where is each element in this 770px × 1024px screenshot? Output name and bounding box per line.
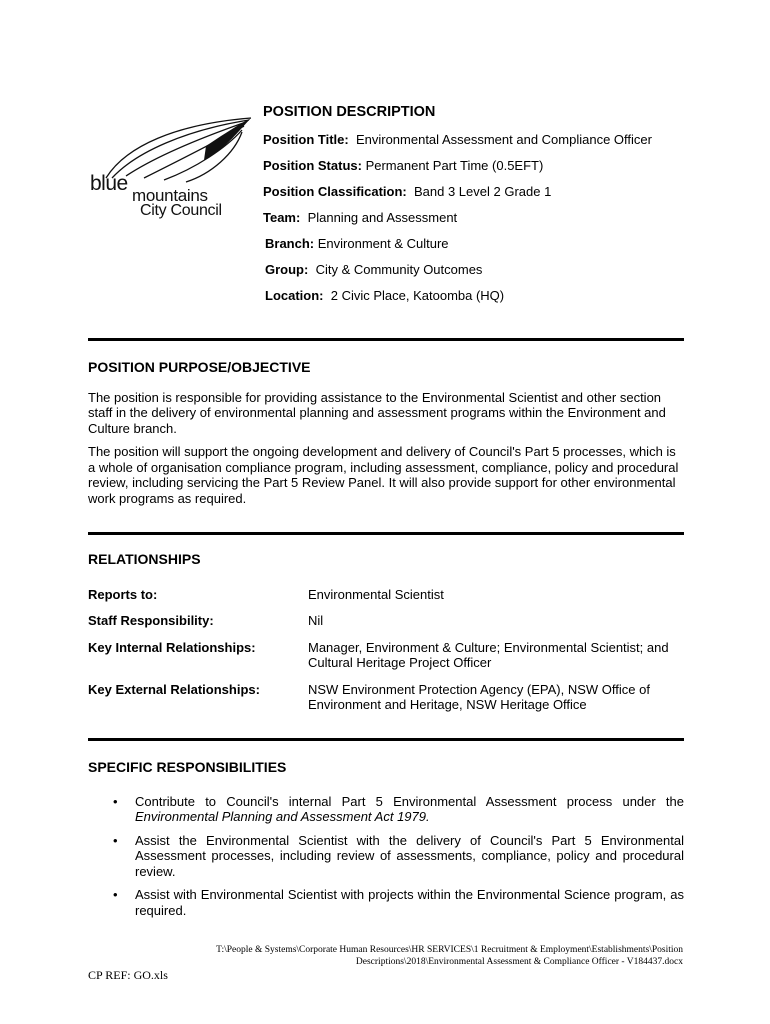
item-text: Assist the Environmental Scientist with the delivery of Council's Part 5 Environmental Assessment processes, including review of assessments, compliance, policy and procedural review. [135,832,684,879]
purpose-section [88,360,684,514]
field-label: Branch: [265,236,315,251]
relationships-heading: RELATIONSHIPS [88,551,201,567]
relationship-row [88,682,684,713]
relationship-row [88,613,684,629]
list-item [88,833,684,880]
item-text: Contribute to Council's internal Part 5 Environmental Assessment process under the [135,793,684,809]
bullet-icon: • [113,832,118,848]
list-item [88,887,684,918]
relationships-section [88,552,684,724]
field-label: Team: [263,210,301,225]
field-value: Environment & Culture [317,236,449,251]
file-path-line: Descriptions\2018\Environmental Assessment & Compliance Officer - V184437.docx [355,957,683,967]
field-value: Environmental Assessment and Compliance Officer [355,132,652,147]
relationship-value: NSW Environment Protection Agency (EPA), NSW Office of Environment and Heritage, NSW Heritage Office [308,681,650,712]
cp-reference: CP REF: GO.xls [88,968,168,982]
logo-line-blue: blue [90,172,128,195]
purpose-heading: POSITION PURPOSE/OBJECTIVE [88,359,311,375]
field-group [263,262,683,277]
relationship-label: Staff Responsibility: [88,613,214,628]
section-divider [88,738,684,741]
relationship-value: Environmental Scientist [308,586,444,602]
relationship-label: Key External Relationships: [88,681,260,697]
field-label: Group: [265,262,309,277]
section-divider [88,338,684,341]
relationship-row [88,640,684,671]
relationship-value: Manager, Environment & Culture; Environmental Scientist; and Cultural Heritage Project Officer [308,639,669,670]
bullet-icon: • [113,887,118,902]
relationship-row [88,587,684,603]
position-header [263,104,683,314]
responsibilities-heading: SPECIFIC RESPONSIBILITIES [88,759,287,775]
logo-line-city: City Council [140,202,222,219]
relationship-label: Key Internal Relationships: [88,639,256,655]
purpose-paragraph: The position is responsible for providing assistance to the Environmental Scientist and other section staff in the delivery of environmental planning and assessment programs within the Environment and Culture branch. [88,389,666,436]
field-value: 2 Civic Place, Katoomba (HQ) [330,288,505,303]
relationship-label: Reports to: [88,586,158,602]
document-title: POSITION DESCRIPTION [263,104,436,120]
file-path-line: T:\People & Systems\Corporate Human Resources\HR SERVICES\1 Recruitment & Employment\Establishments\Position [216,945,683,955]
field-label: Position Title: [263,132,349,147]
list-item [88,794,684,825]
relationship-value: Nil [308,613,324,628]
field-branch [263,236,683,251]
logo-line-mountains: mountains [132,186,208,205]
bullet-icon: • [113,793,118,809]
field-value: City & Community Outcomes [315,262,483,277]
responsibilities-list [88,794,684,919]
council-logo [86,116,256,226]
field-team [263,210,683,225]
field-position-classification [263,184,683,199]
item-text: Assist with Environmental Scientist with projects within the Environmental Science program, as required. [135,887,684,918]
field-value: Permanent Part Time (0.5EFT) [365,158,544,173]
file-path-footer [150,944,683,968]
item-italic-text: Environmental Planning and Assessment Act 1979. [135,809,430,824]
field-value: Band 3 Level 2 Grade 1 [413,184,552,199]
field-position-status [263,158,683,173]
field-location [263,288,683,303]
field-label: Position Classification: [263,184,407,199]
field-label: Position Status: [263,158,362,173]
section-divider [88,532,684,535]
responsibilities-section [88,760,684,926]
purpose-paragraph: The position will support the ongoing development and delivery of Council's Part 5 processes, which is a whole of organisation compliance program, including assessment, compliance, policy and procedural review, including servicing the Part 5 Review Panel. It will also provide support for other environmental work programs as required. [88,444,679,506]
field-value: Planning and Assessment [307,210,458,225]
field-position-title [263,132,683,147]
field-label: Location: [265,288,324,303]
